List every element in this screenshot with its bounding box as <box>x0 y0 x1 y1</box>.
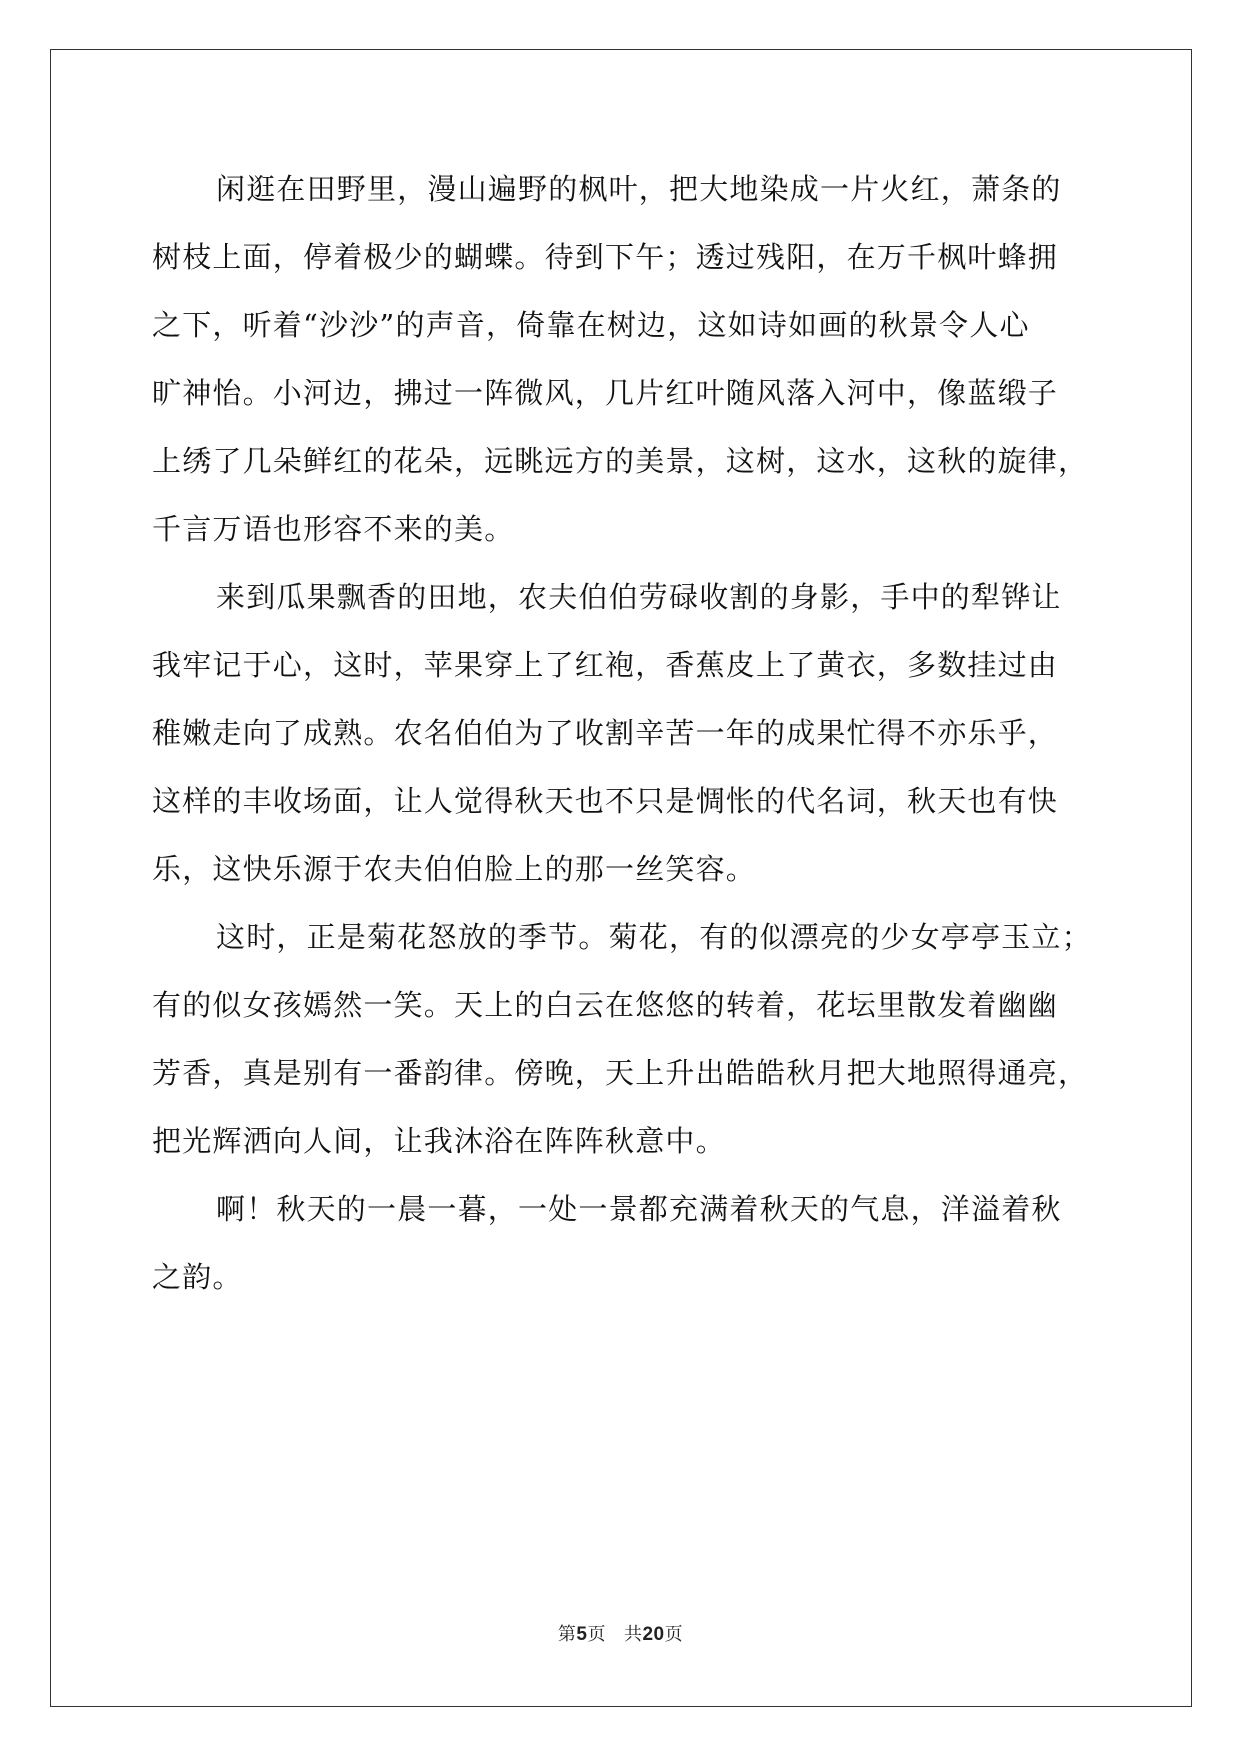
paragraph-1 <box>152 155 1092 563</box>
text-line: 上绣了几朵鲜红的花朵，远眺远方的美景，这树，这水，这秋的旋律， <box>152 444 1089 478</box>
text-line: 千言万语也形容不来的美。 <box>152 512 515 546</box>
total-prefix: 共 <box>623 1624 643 1645</box>
text-line: 把光辉洒向人间，让我沐浴在阵阵秋意中。 <box>152 1124 726 1158</box>
page-suffix: 页 <box>587 1624 606 1645</box>
text-line: 有的似女孩嫣然一笑。天上的白云在悠悠的转着，花坛里散发着幽幽 <box>152 988 1059 1022</box>
text-line: 之下，听着“沙沙”的声音，倚靠在树边，这如诗如画的秋景令人心 <box>152 308 1030 342</box>
text-line: 之韵。 <box>152 1260 243 1294</box>
text-line: 树枝上面，停着极少的蝴蝶。待到下午；透过残阳，在万千枫叶蜂拥 <box>152 240 1059 274</box>
paragraph-4 <box>152 1175 1092 1311</box>
total-pages: 20 <box>642 1624 665 1645</box>
text-line: 旷神怡。小河边，拂过一阵微风，几片红叶随风落入河中，像蓝缎子 <box>152 376 1059 410</box>
text-line: 我牢记于心，这时，苹果穿上了红袍，香蕉皮上了黄衣，多数挂过由 <box>152 648 1059 682</box>
document-body <box>152 155 1092 1311</box>
text-line: 这样的丰收场面，让人觉得秋天也不只是惆怅的代名词，秋天也有快 <box>152 784 1059 818</box>
text-line: 闲逛在田野里，漫山遍野的枫叶，把大地染成一片火红，萧条的 <box>216 172 1062 206</box>
paragraph-3 <box>152 903 1092 1175</box>
text-line: 芳香，真是别有一番韵律。傍晚，天上升出皓皓秋月把大地照得通亮， <box>152 1056 1089 1090</box>
total-suffix: 页 <box>664 1624 684 1645</box>
page-footer <box>0 1620 1241 1646</box>
text-line: 这时，正是菊花怒放的季节。菊花，有的似漂亮的少女亭亭玉立； <box>216 920 1092 954</box>
text-line: 乐，这快乐源于农夫伯伯脸上的那一丝笑容。 <box>152 852 757 886</box>
page-number: 5 <box>576 1624 588 1645</box>
paragraph-2 <box>152 563 1092 903</box>
text-line: 稚嫩走向了成熟。农名伯伯为了收割辛苦一年的成果忙得不亦乐乎， <box>152 716 1059 750</box>
text-line: 来到瓜果飘香的田地，农夫伯伯劳碌收割的身影，手中的犁铧让 <box>216 580 1062 614</box>
page-prefix: 第 <box>557 1624 577 1645</box>
text-line: 啊！秋天的一晨一暮，一处一景都充满着秋天的气息，洋溢着秋 <box>216 1192 1062 1226</box>
